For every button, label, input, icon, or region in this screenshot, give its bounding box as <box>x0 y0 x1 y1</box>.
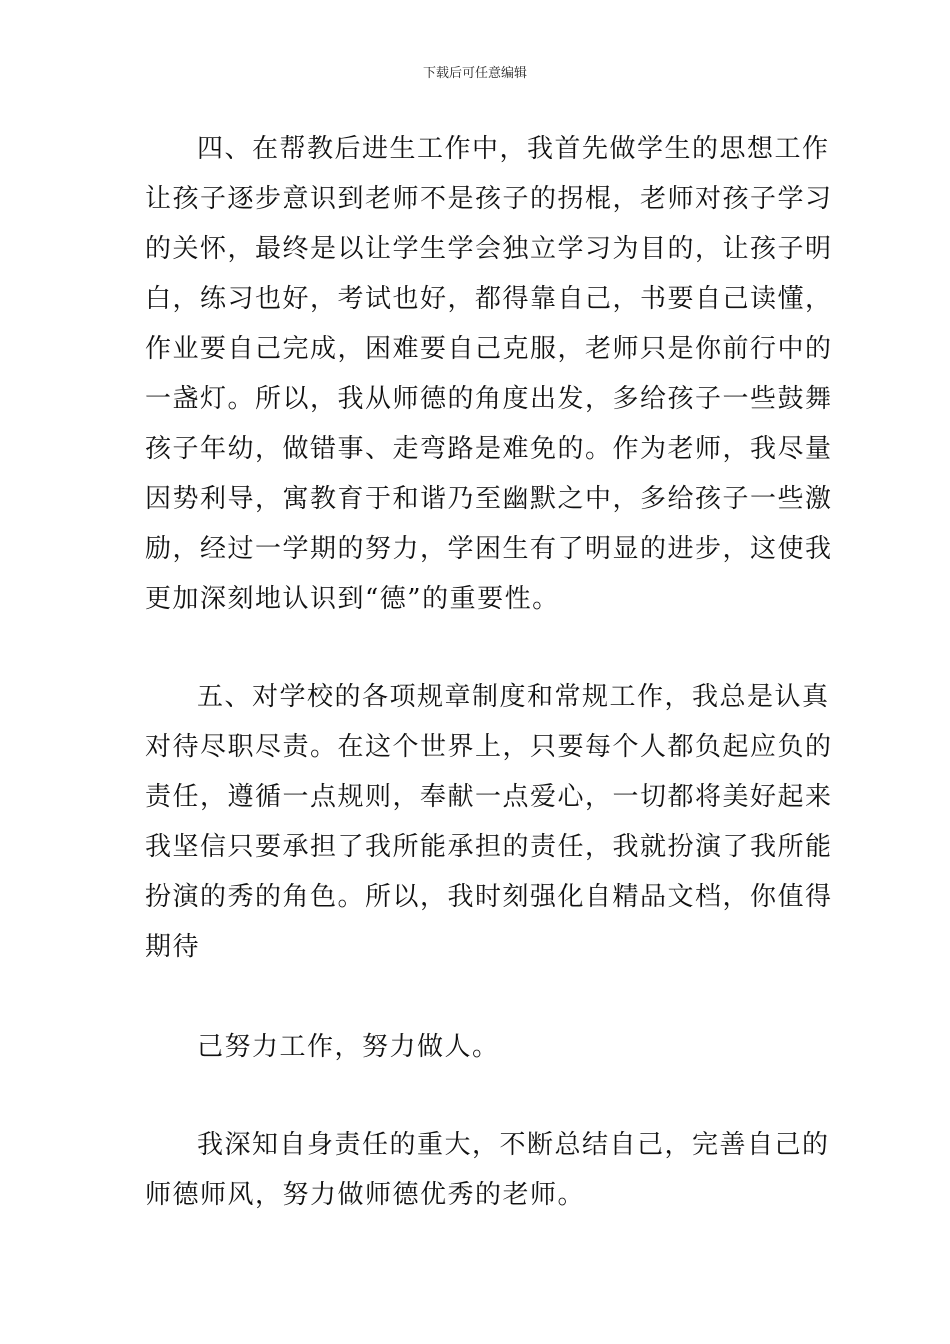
paragraph-line: 我坚信只要承担了我所能承担的责任，我就扮演了我所能 <box>145 832 833 862</box>
paragraph-line: 对待尽职尽责。在这个世界上，只要每个人都负起应负的 <box>145 732 833 762</box>
paragraph-line: 期待 <box>145 932 201 962</box>
paragraph-line: 己努力工作，努力做人。 <box>197 1032 500 1062</box>
paragraph-line: 因势利导，寓教育于和谐乃至幽默之中，多给孩子一些激 <box>145 484 833 514</box>
paragraph-line: 一盏灯。所以，我从师德的角度出发，多给孩子一些鼓舞 <box>145 384 833 414</box>
paragraph-four <box>145 124 833 624</box>
paragraph-line: 更加深刻地认识到“德”的重要性。 <box>145 584 560 614</box>
paragraph-line: 四、在帮教后进生工作中，我首先做学生的思想工作 <box>197 134 830 164</box>
paragraph-line: 励，经过一学期的努力，学困生有了明显的进步，这使我 <box>145 534 833 564</box>
paragraph-line: 孩子年幼，做错事、走弯路是难免的。作为老师，我尽量 <box>145 434 833 464</box>
paragraph-line: 五、对学校的各项规章制度和常规工作，我总是认真 <box>197 682 830 712</box>
paragraph-line: 让孩子逐步意识到老师不是孩子的拐棍，老师对孩子学习 <box>145 184 833 214</box>
paragraph-line: 我深知自身责任的重大，不断总结自己，完善自己的 <box>197 1130 830 1160</box>
paragraph-line: 的关怀，最终是以让学生学会独立学习为目的，让孩子明 <box>145 234 833 264</box>
page-header: 下载后可任意编辑 <box>422 66 527 81</box>
paragraph-line: 师德师风，努力做师德优秀的老师。 <box>145 1180 586 1210</box>
paragraph-line: 责任，遵循一点规则，奉献一点爱心，一切都将美好起来 <box>145 782 833 812</box>
paragraph-line: 作业要自己完成，困难要自己克服，老师只是你前行中的 <box>145 334 833 364</box>
paragraph-responsibility <box>145 1120 830 1220</box>
paragraph-five <box>145 672 833 972</box>
paragraph-work-hard <box>145 1022 810 1072</box>
paragraph-line: 扮演的秀的角色。所以，我时刻强化自精品文档，你值得 <box>145 882 833 912</box>
paragraph-line: 白，练习也好，考试也好，都得靠自己，书要自己读懂， <box>145 284 833 314</box>
